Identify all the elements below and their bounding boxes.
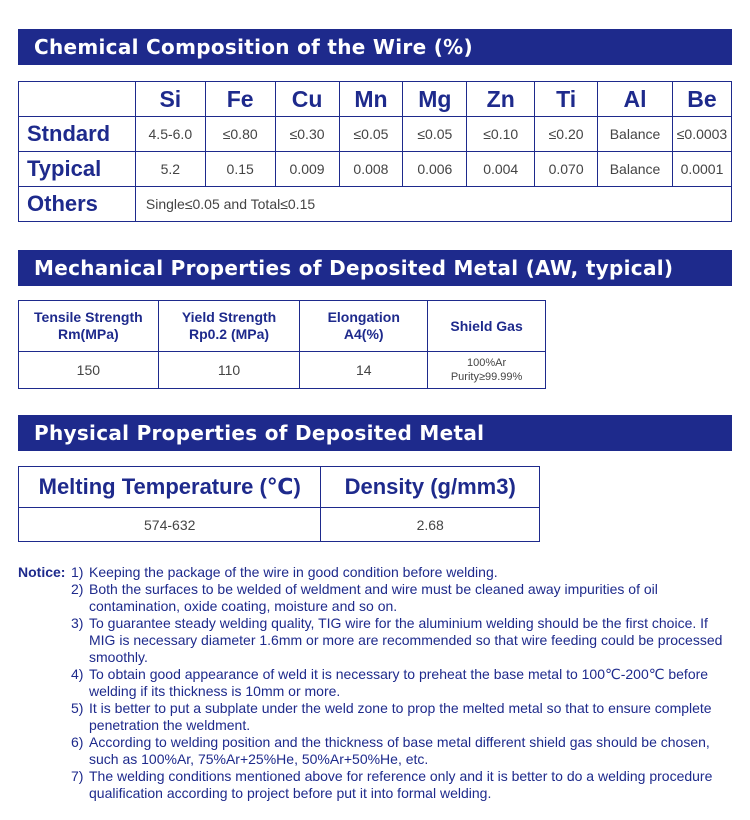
notice-item-number: 4) — [71, 666, 84, 682]
notice-item — [18, 768, 738, 802]
mechanical-properties-title: Mechanical Properties of Deposited Metal (AW, typical) — [18, 250, 732, 286]
standard-cu: ≤0.30 — [275, 117, 339, 152]
typical-al: Balance — [598, 152, 673, 187]
standard-ti: ≤0.20 — [535, 117, 598, 152]
elongation-header — [300, 301, 428, 352]
element-al: Al — [598, 82, 673, 117]
shield-gas-header: Shield Gas — [428, 301, 546, 352]
standard-row — [19, 117, 732, 152]
tensile-strength-value: 150 — [19, 352, 159, 389]
notice-item-text: Keeping the package of the wire in good condition before welding. — [89, 564, 498, 580]
standard-fe: ≤0.80 — [205, 117, 275, 152]
element-mn: Mn — [339, 82, 403, 117]
tensile-strength-header-line2: Rm(MPa) — [58, 326, 119, 342]
tensile-strength-header-line1: Tensile Strength — [34, 309, 143, 325]
notice-item-number: 2) — [71, 581, 84, 597]
shield-gas-value — [428, 352, 546, 389]
element-fe: Fe — [205, 82, 275, 117]
chemical-header-row — [19, 82, 732, 117]
typical-mg: 0.006 — [403, 152, 467, 187]
density-header: Density (g/mm3) — [321, 467, 540, 508]
melting-temperature-value: 574-632 — [19, 508, 321, 542]
notice-item — [18, 666, 738, 700]
shield-gas-line2: Purity≥99.99% — [450, 371, 523, 383]
notice-item-text: According to welding position and the thickness of base metal different shield gas should be chosen, such as 100%Ar, 75%Ar+25%He, 50%Ar+50%He, etc. — [89, 734, 710, 767]
typical-zn: 0.004 — [467, 152, 535, 187]
melting-temperature-header: Melting Temperature (℃) — [19, 467, 321, 508]
standard-mg: ≤0.05 — [403, 117, 467, 152]
elongation-header-line2: A4(%) — [343, 326, 384, 342]
notice-item-number: 3) — [71, 615, 84, 631]
element-si: Si — [135, 82, 205, 117]
notice-item-text: Both the surfaces to be welded of weldment and wire must be cleaned away impurities of oil contamination, oxide coating, moisture and so on. — [89, 581, 658, 614]
notice-item-number: 7) — [71, 768, 84, 784]
notice-item-number: 5) — [71, 700, 84, 716]
mechanical-value-row — [19, 352, 546, 389]
element-ti: Ti — [535, 82, 598, 117]
typical-si: 5.2 — [135, 152, 205, 187]
chemical-composition-title: Chemical Composition of the Wire (%) — [18, 29, 732, 65]
notice-item — [18, 700, 738, 734]
yield-strength-value: 110 — [158, 352, 300, 389]
standard-label: Stndard — [19, 117, 136, 152]
standard-mn: ≤0.05 — [339, 117, 403, 152]
typical-row — [19, 152, 732, 187]
shield-gas-line1: 100%Ar — [467, 357, 507, 369]
notice-item-text: It is better to put a subplate under the weld zone to prop the melted metal so that to ensure complete penetration the weldment. — [89, 700, 712, 733]
corner-cell — [19, 82, 136, 117]
elongation-value: 14 — [300, 352, 428, 389]
physical-properties-table — [18, 466, 540, 542]
others-label: Others — [19, 187, 136, 222]
notice-item-number: 6) — [71, 734, 84, 750]
typical-be: 0.0001 — [672, 152, 731, 187]
notice-item — [18, 615, 738, 666]
typical-ti: 0.070 — [535, 152, 598, 187]
physical-value-row — [19, 508, 540, 542]
typical-cu: 0.009 — [275, 152, 339, 187]
typical-mn: 0.008 — [339, 152, 403, 187]
typical-fe: 0.15 — [205, 152, 275, 187]
standard-be: ≤0.0003 — [672, 117, 731, 152]
element-be: Be — [672, 82, 731, 117]
yield-strength-header-line2: Rp0.2 (MPa) — [188, 326, 270, 342]
typical-label: Typical — [19, 152, 136, 187]
notice-item — [18, 564, 738, 581]
others-value: Single≤0.05 and Total≤0.15 — [135, 187, 731, 222]
elongation-header-line1: Elongation — [327, 309, 400, 325]
density-value: 2.68 — [321, 508, 540, 542]
standard-si: 4.5-6.0 — [135, 117, 205, 152]
mechanical-header-row — [19, 301, 546, 352]
notice-item-text: The welding conditions mentioned above for reference only and it is better to do a welding procedure qualification according to project before put it into formal welding. — [89, 768, 713, 801]
mechanical-properties-table — [18, 300, 546, 389]
others-row — [19, 187, 732, 222]
standard-zn: ≤0.10 — [467, 117, 535, 152]
notice-item-text: To obtain good appearance of weld it is necessary to preheat the base metal to 100℃-200℃ before welding if its thickness is 10mm or more. — [89, 666, 709, 699]
notice-item — [18, 734, 738, 768]
yield-strength-header — [158, 301, 300, 352]
notice-label: Notice: — [18, 564, 66, 580]
element-zn: Zn — [467, 82, 535, 117]
physical-header-row — [19, 467, 540, 508]
tensile-strength-header — [19, 301, 159, 352]
standard-al: Balance — [598, 117, 673, 152]
element-mg: Mg — [403, 82, 467, 117]
notice-section — [18, 564, 738, 802]
physical-properties-title: Physical Properties of Deposited Metal — [18, 415, 732, 451]
yield-strength-header-line1: Yield Strength — [181, 309, 277, 325]
notice-item-text: To guarantee steady welding quality, TIG wire for the aluminium welding should be the first choice. If MIG is necessary diameter 1.6mm or more are recommended so that wire feeding could be processed smoothly. — [89, 615, 723, 665]
element-cu: Cu — [275, 82, 339, 117]
notice-item — [18, 581, 738, 615]
chemical-composition-table — [18, 81, 732, 222]
notice-item-number: 1) — [71, 564, 84, 580]
